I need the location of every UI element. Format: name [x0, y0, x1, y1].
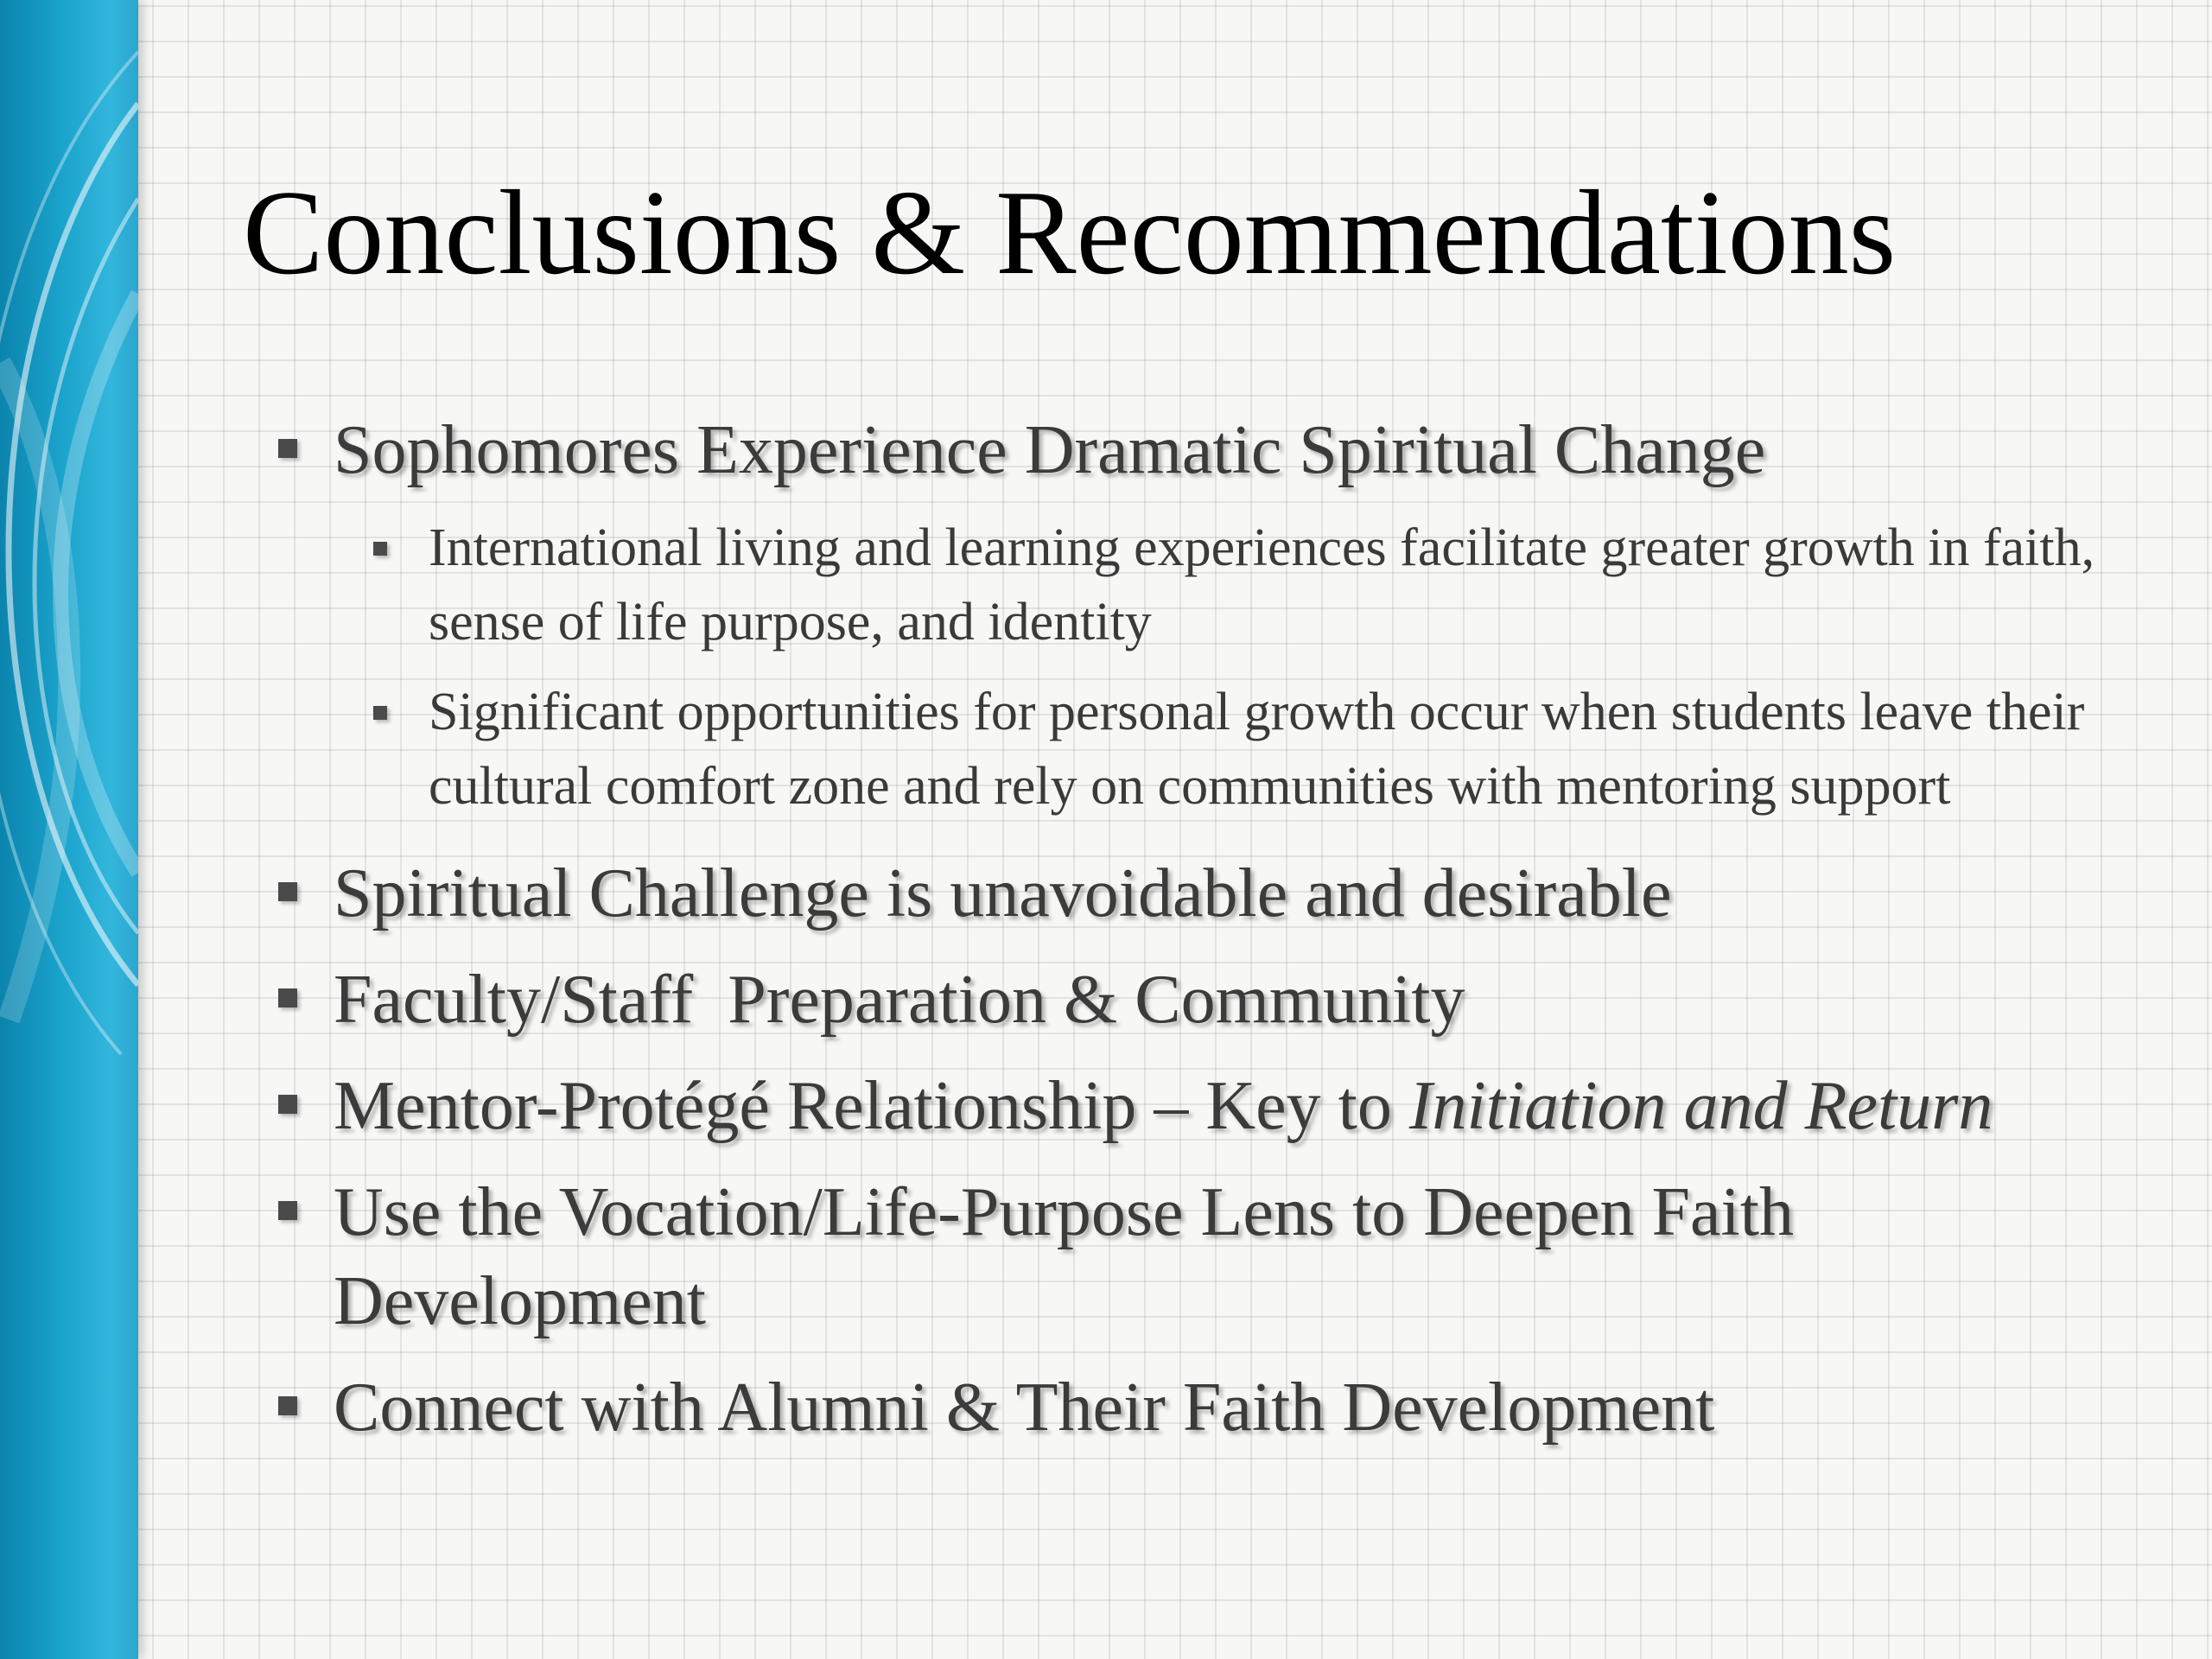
bullet-item	[259, 1363, 2160, 1452]
sub-bullet-text: International living and learning experiences facilitate greater growth in faith, sense of life purpose, and identity	[429, 518, 2095, 652]
square-bullet-icon	[278, 1396, 297, 1415]
square-bullet-icon	[278, 882, 297, 901]
bullet-text-italic: Initiation and Return	[1408, 1068, 1993, 1144]
swoosh-arcs-icon	[0, 0, 138, 1659]
square-bullet-icon	[373, 706, 387, 720]
bullet-item	[259, 849, 2160, 938]
decorative-side-band	[0, 0, 138, 1659]
square-bullet-icon	[278, 988, 297, 1007]
bullet-text: Sophomores Experience Dramatic Spiritual Change	[334, 412, 1766, 488]
bullet-item	[259, 956, 2160, 1045]
sub-bullet-item	[259, 675, 2160, 823]
bullet-list	[259, 406, 2160, 1452]
bullet-text: Spiritual Challenge is unavoidable and desirable	[334, 855, 1672, 931]
bullet-item	[259, 1062, 2160, 1151]
square-bullet-icon	[278, 1201, 297, 1220]
bullet-text: Faculty/Staff Preparation & Community	[334, 962, 1465, 1038]
bullet-text: Use the Vocation/Life-Purpose Lens to Deepen Faith Development	[334, 1174, 1794, 1339]
square-bullet-icon	[373, 542, 387, 556]
sub-bullet-text: Significant opportunities for personal growth occur when students leave their cultural comfort zone and rely on communities with mentoring support	[429, 683, 2085, 816]
bullet-text: Mentor-Protégé Relationship – Key to	[334, 1068, 1409, 1144]
square-bullet-icon	[278, 439, 297, 458]
slide-title: Conclusions & Recommendations	[243, 166, 1897, 300]
sub-bullet-item	[259, 511, 2160, 659]
square-bullet-icon	[278, 1095, 297, 1114]
bullet-item	[259, 406, 2160, 495]
bullet-item	[259, 1168, 2160, 1346]
bullet-text: Connect with Alumni & Their Faith Development	[334, 1370, 1715, 1446]
